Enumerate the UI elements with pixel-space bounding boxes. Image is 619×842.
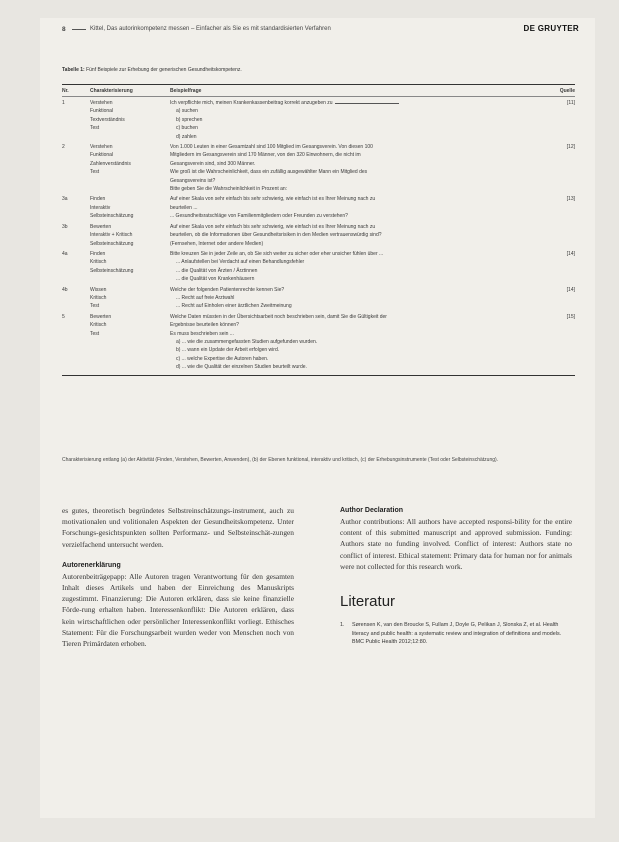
row-question — [170, 223, 508, 248]
row-source: [13] — [566, 196, 575, 203]
row-number: 1 — [62, 100, 65, 106]
question-line — [170, 330, 508, 338]
table-row — [62, 248, 575, 284]
question-line — [170, 321, 508, 329]
question-text: Gesangsvereins ist? — [170, 177, 216, 184]
col-header-charakterisierung: Charakterisierung — [90, 87, 133, 94]
autorenerklaerung-heading: Autorenerklärung — [62, 561, 121, 569]
question-line — [170, 195, 508, 203]
table-row — [62, 311, 575, 372]
row-characterization — [90, 250, 170, 284]
characterization-line: Textverständnis — [90, 116, 125, 123]
question-text: Welche Daten müssten in der Übersichtsarbeit noch beschrieben sein, damit Sie die Gültigkeit der — [170, 313, 387, 320]
question-text: Auf einer Skala von sehr einfach bis sehr schwierig, wie einfach ist es Ihrer Meinung nach zu — [170, 223, 376, 230]
answer-option: b) ... wann ein Update der Arbeit erfolgen wird. — [176, 347, 280, 354]
question-text: (Fernsehen, Internet oder andere Medien) — [170, 240, 264, 247]
characterization-line: Interaktiv + Kritisch — [90, 232, 133, 239]
answer-option: a) ... wie die zusammengefassten Studien aufgefunden wurden. — [176, 338, 318, 345]
answer-option: d) zahlen — [176, 133, 197, 140]
running-title: Kittel, Das autorinkompetenz messen – Einfacher als Sie es mit standardisierten Verfahren — [90, 26, 331, 32]
author-declaration-body: Author contributions: All authors have accepted responsi-bility for the entire content of this submitted manuscript and approved submission. Funding: Authors state no funding involved. Conflict of interest: Authors state no conflict of interest. Ethical statement: Primary data for human nor for animals were not collected for this research work. — [340, 517, 572, 571]
characterization-line: Selbsteinschätzung — [90, 267, 134, 274]
question-text: Ich verpflichte mich, meinen Krankenkassenbeitrag korrekt anzugeben zu — [170, 100, 333, 106]
row-source: [11] — [567, 100, 575, 106]
question-text: Wie groß ist die Wahrscheinlichkeit, dass ein zufällig ausgewählter Mann ein Mitglied des — [170, 169, 368, 176]
question-text: Mitgliedern im Gesangsverein sind 170 Männer, von den 320 Einwohnern, die nicht im — [170, 152, 361, 159]
characterization-line: Kritisch — [90, 322, 107, 329]
characterization-line: Kritisch — [90, 259, 107, 266]
question-text: Ergebnisse beurteilen können? — [170, 322, 239, 329]
table-row — [62, 97, 575, 141]
question-line — [170, 177, 508, 185]
characterization-line: Test — [90, 330, 100, 337]
reference-item — [340, 621, 572, 647]
question-line — [170, 204, 508, 212]
question-line — [170, 185, 508, 193]
answer-option: ... Recht auf freie Arztwahl — [176, 294, 235, 301]
question-text: Bitte geben Sie die Wahrscheinlichkeit in Prozent an: — [170, 186, 288, 193]
characterization-line: Wissen — [90, 286, 107, 293]
question-text: Welche der folgenden Patientenrechte kennen Sie? — [170, 286, 285, 293]
row-characterization — [90, 195, 170, 220]
row-characterization — [90, 99, 170, 141]
question-line — [170, 212, 508, 220]
row-question — [170, 313, 508, 372]
reference-text: Sørensen K, van den Broucke S, Fullam J, Doyle G, Pelikan J, Slonska Z, et al. Health literacy and public health: a systematic review and integration of definitions and models. BMC Public Health 2012;12:80. — [352, 622, 562, 646]
header-rule — [72, 29, 86, 30]
table-caption — [62, 67, 242, 73]
answer-option: c) buchen — [176, 125, 198, 132]
question-line — [170, 160, 508, 168]
answer-option: ... die Qualität von Krankenhäusern — [176, 276, 255, 283]
col-header-beispielfrage: Beispielfrage — [170, 87, 202, 94]
author-declaration-heading: Author Declaration — [340, 507, 404, 514]
literatur-heading: Literatur — [340, 593, 396, 611]
row-number: 5 — [62, 313, 65, 320]
row-question — [170, 286, 508, 311]
characterization-line: Zahlenverständnis — [90, 160, 131, 167]
row-source: [14] — [566, 286, 575, 293]
question-line — [170, 313, 508, 321]
characterization-line: Finden — [90, 196, 106, 203]
row-number: 3b — [62, 223, 68, 230]
question-line — [170, 231, 508, 239]
row-source: [14] — [566, 250, 575, 257]
left-intro-paragraph: es gutes, theoretisch begründetes Selbstreinschätzungs-instrument, auch zu motivationalen und volitionalen Aspekten der Gesundheitskompetenz. Unter Forschungs-gesichtspunkten sollten Performanz- und Selbsteinschät-zungen verzielfachend untersucht werden. — [62, 506, 294, 549]
running-head — [50, 22, 579, 36]
answer-option: b) sprechen — [176, 116, 203, 123]
characterization-line: Interaktiv — [90, 204, 111, 211]
characterization-line: Selbsteinschätzung — [90, 213, 134, 220]
table-footnote: Charakterisierung entlang (a) der Aktivität (Finden, Verstehen, Bewerten, Anwenden), (b) der Ebenen funktional, interaktiv und kritisch, (c) der Erhebungsinstrumente (Test oder Selbsteinschätzung). — [62, 457, 499, 463]
table-caption-label: Tabelle 1: — [62, 67, 85, 73]
left-column — [62, 505, 294, 659]
table-row — [62, 221, 575, 248]
characterization-line: Test — [90, 169, 100, 176]
question-line — [170, 223, 508, 231]
page-number: 8 — [62, 26, 66, 33]
table-header-row — [62, 85, 575, 96]
row-number: 2 — [62, 144, 65, 151]
reference-number: 1. — [340, 622, 345, 629]
col-header-nr: Nr. — [62, 87, 69, 94]
question-text: Gesangsverein sind, sind 300 Männer. — [170, 160, 256, 167]
row-source: [12] — [566, 144, 575, 151]
answer-option: a) suchen — [176, 108, 198, 115]
characterization-line: Finden — [90, 250, 106, 257]
characterization-line: Bewerten — [90, 313, 112, 320]
characterization-line: Test — [90, 125, 100, 132]
col-header-quelle: Quelle — [559, 87, 575, 94]
publisher-logo: DE GRUYTER — [523, 24, 579, 33]
table-caption-text: Fünf Beispiele zur Erhebung der generischen Gesundheitskompetenz. — [86, 67, 242, 73]
right-column — [340, 505, 572, 647]
answer-blank — [335, 99, 399, 104]
characterization-line: Verstehen — [90, 144, 113, 151]
question-text: ... Gesundheitsratschläge von Familienmitgliedern oder Freunden zu verstehen? — [170, 213, 348, 220]
question-line — [170, 240, 508, 248]
characterization-line: Test — [90, 303, 100, 310]
question-text: Bitte kreuzen Sie in jeder Zeile an, ob Sie sich weiter zu sicher oder eher unsicher fühlen über ... — [170, 250, 384, 257]
characterization-line: Funktional — [90, 152, 114, 159]
table-row — [62, 141, 575, 193]
characterization-line: Bewerten — [90, 223, 112, 230]
question-line — [170, 151, 508, 159]
question-text: Es muss beschrieben sein ... — [170, 330, 234, 337]
table — [62, 84, 575, 376]
answer-option: ... Recht auf Einholen einer ärztlichen Zweitmeinung — [176, 303, 292, 310]
question-text: Von 1.000 Leuten in einer Gesamtzahl sind 100 Mitglied im Gesangsverein. Von diesen 100 — [170, 144, 373, 151]
table-row — [62, 193, 575, 220]
row-characterization — [90, 223, 170, 248]
characterization-line: Selbsteinschätzung — [90, 240, 134, 247]
row-question — [170, 195, 508, 220]
question-line — [170, 168, 508, 176]
characterization-line: Verstehen — [90, 100, 113, 106]
question-line — [170, 143, 508, 151]
question-line — [170, 286, 508, 294]
row-characterization — [90, 286, 170, 311]
characterization-line: Funktional — [90, 108, 114, 115]
row-number: 4b — [62, 286, 68, 293]
row-number: 4a — [62, 250, 68, 257]
row-characterization — [90, 143, 170, 193]
question-line — [170, 99, 508, 107]
row-question — [170, 143, 508, 193]
table-row — [62, 284, 575, 311]
table-body — [62, 97, 575, 372]
row-number: 3a — [62, 196, 68, 203]
answer-option: ... die Qualität von Ärzten / Ärztinnen — [176, 267, 258, 274]
table-bottom-rule — [62, 375, 575, 376]
autorenerklaerung-body: Autorenbeiträgepapp: Alle Autoren tragen Verantwortung für den gesamten Inhalt dieses Artikels und haben der Einreichung des Manuskripts zugestimmt. Finanzierung: Die Autoren erklären, dass sie keine finanzielle Förde-rung erhalten haben. Interessenkonflikt: Die Autoren erklären, dass kein wirtschaftlichen oder persönlicher Interessenkonflikt vorliegt. Ethisches Statement: Für die Forschungsarbeit wurden weder von Menschen noch von Tieren Primärdaten erhoben. — [62, 571, 294, 649]
answer-option: ... Anlaufstellen bei Verdacht auf einen Behandlungsfehler — [176, 259, 305, 266]
row-question — [170, 250, 508, 284]
row-source: [15] — [566, 313, 575, 320]
row-source — [508, 223, 575, 248]
row-question — [170, 99, 508, 141]
question-text: Auf einer Skala von sehr einfach bis sehr schwierig, wie einfach ist es Ihrer Meinung nach zu — [170, 196, 376, 203]
answer-option: c) ... welche Expertise die Autoren haben. — [176, 355, 269, 362]
answer-option: d) ... wie die Qualität der einzelnen Studien beurteilt wurde. — [176, 364, 307, 371]
question-text: beurteilen, ob die Informationen über Gesundheitsrisiken in den Medien vertrauenswürdig sind? — [170, 232, 382, 239]
question-line — [170, 250, 508, 258]
question-text: beurteilen ... — [170, 204, 198, 211]
row-characterization — [90, 313, 170, 372]
characterization-line: Kritisch — [90, 294, 107, 301]
